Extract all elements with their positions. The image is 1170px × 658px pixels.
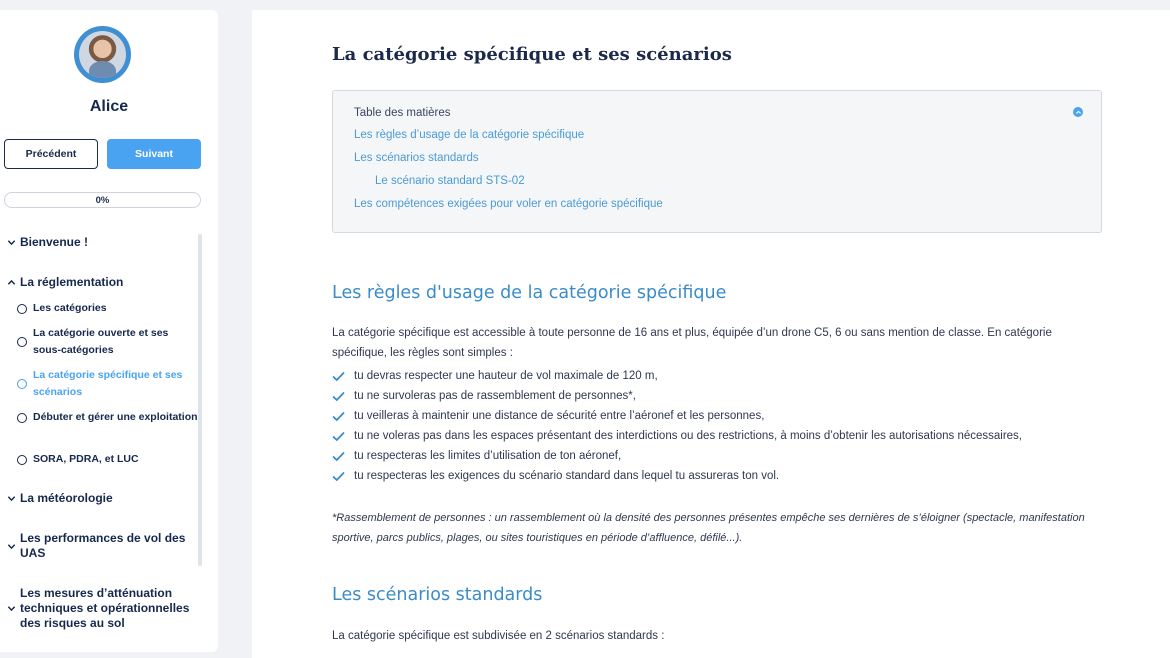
footnote: *Rassemblement de personnes : un rassemblement où la densité des personnes présentes empêche ses dernières de s’éloigner (spectacle, manifestation sportive, parcs publics, plages, ou sites touristiques en période d’affluence, défilé...). — [332, 512, 1085, 544]
list-item-text: tu veilleras à maintenir une distance de sécurité entre l’aéronef et les personnes, — [354, 410, 765, 422]
list-item — [332, 366, 658, 386]
sidebar-section-label: Bienvenue ! — [20, 235, 89, 249]
check-icon — [332, 371, 345, 382]
toc-link-regles-usage[interactable]: Les règles d’usage de la catégorie spécifique — [354, 129, 585, 141]
circle-icon — [17, 455, 27, 465]
toc-link-competences[interactable]: Les compétences exigées pour voler en catégorie spécifique — [354, 198, 663, 210]
section-heading-regles: Les règles d'usage de la catégorie spécifique — [332, 283, 727, 303]
sidebar-item-label: La catégorie spécifique et ses scénarios — [33, 369, 183, 398]
progress-bar — [4, 192, 201, 208]
sidebar-section-label: Les performances de vol des UAS — [20, 531, 186, 560]
circle-icon — [17, 413, 27, 423]
chevron-down-icon — [6, 601, 17, 616]
check-icon — [332, 411, 345, 422]
circle-icon — [17, 337, 27, 347]
toc-title: Table des matières — [354, 107, 451, 119]
sidebar-section-performances[interactable] — [6, 531, 196, 561]
sidebar-section-bienvenue[interactable] — [6, 235, 88, 250]
sidebar-item-label: Les catégories — [33, 302, 107, 314]
section-heading-scenarios: Les scénarios standards — [332, 585, 543, 605]
sidebar-item-label: SORA, PDRA, et LUC — [33, 453, 139, 465]
collapse-icon[interactable] — [1073, 107, 1083, 117]
avatar[interactable] — [74, 26, 131, 83]
table-of-contents — [332, 90, 1102, 233]
main-content — [252, 10, 1170, 658]
chevron-down-icon — [6, 491, 17, 506]
sidebar-item-sora[interactable] — [17, 451, 199, 468]
sidebar-section-label: La météorologie — [20, 491, 113, 505]
sidebar-item-categorie-specifique[interactable] — [17, 367, 199, 401]
sidebar-item-label: La catégorie ouverte et ses sous-catégories — [33, 327, 169, 356]
check-icon — [332, 471, 345, 482]
user-name: Alice — [89, 98, 129, 115]
avatar-photo — [79, 31, 126, 78]
page-title: La catégorie spécifique et ses scénarios — [332, 44, 732, 65]
check-icon — [332, 391, 345, 402]
sidebar-item-exploitation[interactable] — [17, 409, 199, 426]
list-item-text: tu ne voleras pas dans les espaces présentant des interdictions ou des restrictions, à moins d’obtenir les autorisations nécessaires, — [354, 430, 1022, 442]
progress-label: 0% — [95, 194, 110, 206]
list-item-text: tu respecteras les exigences du scénario standard dans lequel tu assureras ton vol. — [354, 470, 780, 482]
list-item — [332, 446, 621, 466]
sidebar-section-label: La réglementation — [20, 275, 124, 289]
list-item — [332, 386, 636, 406]
sidebar-section-label: Les mesures d’atténuation techniques et opérationnelles des risques au sol — [20, 586, 190, 630]
sidebar — [0, 10, 218, 652]
list-item-text: tu ne survoleras pas de rassemblement de personnes*, — [354, 390, 636, 402]
sidebar-section-reglementation[interactable] — [6, 275, 123, 290]
circle-icon — [17, 379, 27, 389]
list-item — [332, 426, 1022, 446]
sidebar-section-mesures[interactable] — [6, 586, 196, 631]
sidebar-item-label: Débuter et gérer une exploitation — [33, 411, 198, 423]
sidebar-section-meteorologie[interactable] — [6, 491, 113, 506]
next-button[interactable]: Suivant — [107, 139, 201, 169]
sidebar-item-categories[interactable] — [17, 300, 199, 317]
check-icon — [332, 451, 345, 462]
list-item-text: tu devras respecter une hauteur de vol maximale de 120 m, — [354, 370, 658, 382]
chevron-up-icon — [6, 275, 17, 290]
circle-icon — [17, 304, 27, 314]
section-intro-paragraph: La catégorie spécifique est subdivisée en 2 scénarios standards : — [332, 630, 665, 642]
chevron-down-icon — [6, 539, 17, 554]
previous-button[interactable]: Précédent — [4, 139, 98, 169]
chevron-down-icon — [6, 235, 17, 250]
list-item — [332, 466, 779, 486]
list-item-text: tu respecteras les limites d’utilisation de ton aéronef, — [354, 450, 622, 462]
sidebar-item-categorie-ouverte[interactable] — [17, 325, 199, 359]
toc-link-scenarios-standards[interactable]: Les scénarios standards — [354, 152, 479, 164]
section-intro-paragraph: La catégorie spécifique est accessible à toute personne de 16 ans et plus, équipée d’un drone C5, 6 ou sans mention de classe. En catégorie spécifique, les règles sont simples : — [332, 327, 1052, 359]
toc-link-sts-02[interactable]: Le scénario standard STS-02 — [375, 175, 525, 187]
list-item — [332, 406, 764, 426]
check-icon — [332, 431, 345, 442]
